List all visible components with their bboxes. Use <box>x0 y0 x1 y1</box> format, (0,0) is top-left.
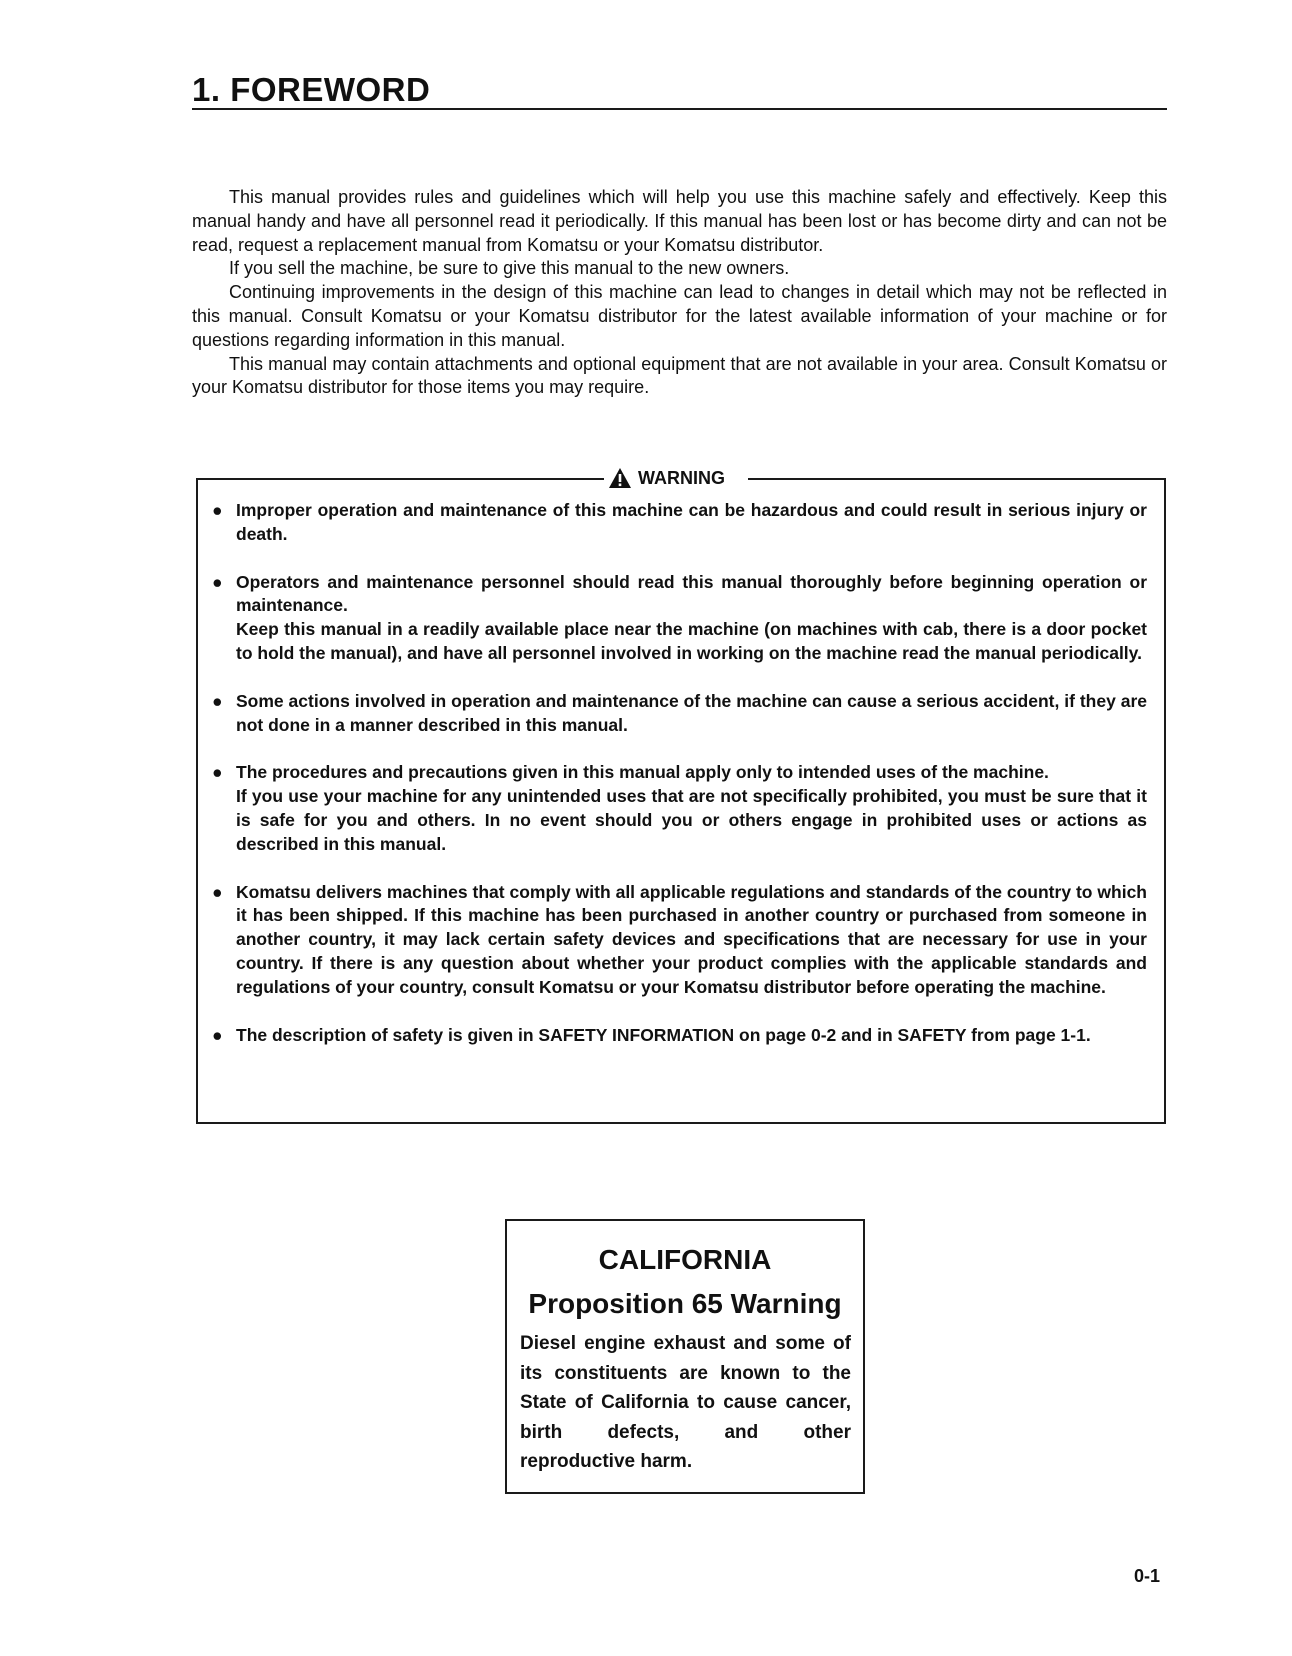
intro-paragraph: This manual provides rules and guidelines which will help you use this machine safely and effectively. Keep this manual handy and have all personnel read it periodically. If this manual has been lost or has become dirty and can not be read, request a replacement manual from Komatsu or your Komatsu distributor. <box>192 187 1167 255</box>
warning-item-text: Some actions involved in operation and maintenance of the machine can cause a serious accident, if they are not done in a manner described in this manual. <box>236 690 1147 735</box>
california-prop65-box <box>505 1219 865 1494</box>
intro-paragraph: Continuing improvements in the design of this machine can lead to changes in detail which may not be reflected in this manual. Consult Komatsu or your Komatsu distributor for the latest available information of your machine or for questions regarding information in this manual. <box>192 282 1167 350</box>
warning-item <box>212 571 1147 666</box>
foreword-intro <box>192 186 1167 400</box>
bullet-icon: ● <box>212 1024 223 1045</box>
bullet-icon: ● <box>212 881 223 902</box>
bullet-icon: ● <box>212 571 223 592</box>
warning-header <box>196 465 1166 491</box>
warning-item-text: Komatsu delivers machines that comply with all applicable regulations and standards of the country to which it has been shipped. If this machine has been purchased in another country or purchased from someone in another country, it may lack certain safety devices and specifications that are necessary for use in your country. If there is any question about whether your product complies with the applicable standards and regulations of your country, consult Komatsu or your Komatsu distributor before operating the machine. <box>236 881 1147 997</box>
warning-rule-left <box>196 478 604 480</box>
warning-rule-right <box>748 478 1166 480</box>
warning-item <box>212 761 1147 856</box>
warning-item-text: Improper operation and maintenance of this machine can be hazardous and could result in serious injury or death. <box>236 500 1147 544</box>
california-title: CALIFORNIA <box>598 1244 772 1275</box>
bullet-icon: ● <box>212 690 223 711</box>
warning-title <box>608 465 744 491</box>
section-title-text: FOREWORD <box>230 71 431 108</box>
section-title <box>192 72 430 108</box>
bullet-icon: ● <box>212 762 223 783</box>
warning-list <box>212 499 1147 1071</box>
bullet-icon: ● <box>212 500 223 520</box>
warning-item-text: The description of safety is given in SAFETY INFORMATION on page 0-2 and in SAFETY from page 1-1. <box>236 1024 1091 1045</box>
warning-item <box>212 881 1147 1000</box>
warning-item <box>212 499 1147 547</box>
page-number: 0-1 <box>1134 1566 1161 1586</box>
warning-item-text: Keep this manual in a readily available place near the machine (on machines with cab, there is a door pocket to hold the manual), and have all personnel involved in working on the machine read the manual periodically. <box>236 619 1147 663</box>
california-body: Diesel engine exhaust and some of its constituents are known to the State of California to cause cancer, birth defects, and other reproductive harm. <box>520 1333 851 1472</box>
intro-paragraph: This manual may contain attachments and optional equipment that are not available in your area. Consult Komatsu or your Komatsu distributor for those items you may require. <box>192 353 1167 398</box>
intro-paragraph: If you sell the machine, be sure to give this manual to the new owners. <box>229 258 790 279</box>
section-number: 1. <box>192 71 221 108</box>
warning-item-text: Operators and maintenance personnel should read this manual thoroughly before beginning operation or maintenance. <box>236 571 1147 616</box>
warning-item <box>212 1024 1147 1048</box>
warning-item <box>212 690 1147 738</box>
warning-item-text: The procedures and precautions given in this manual apply only to intended uses of the machine. <box>236 762 1049 783</box>
section-heading <box>192 68 1167 110</box>
warning-triangle-icon <box>608 467 632 489</box>
warning-item-text: If you use your machine for any unintended uses that are not specifically prohibited, you must be sure that it is safe for you and others. In no event should you or others engage in prohibited uses or actions as described in this manual. <box>236 786 1147 854</box>
warning-label: WARNING <box>638 467 725 488</box>
california-subtitle: Proposition 65 Warning <box>528 1288 842 1319</box>
